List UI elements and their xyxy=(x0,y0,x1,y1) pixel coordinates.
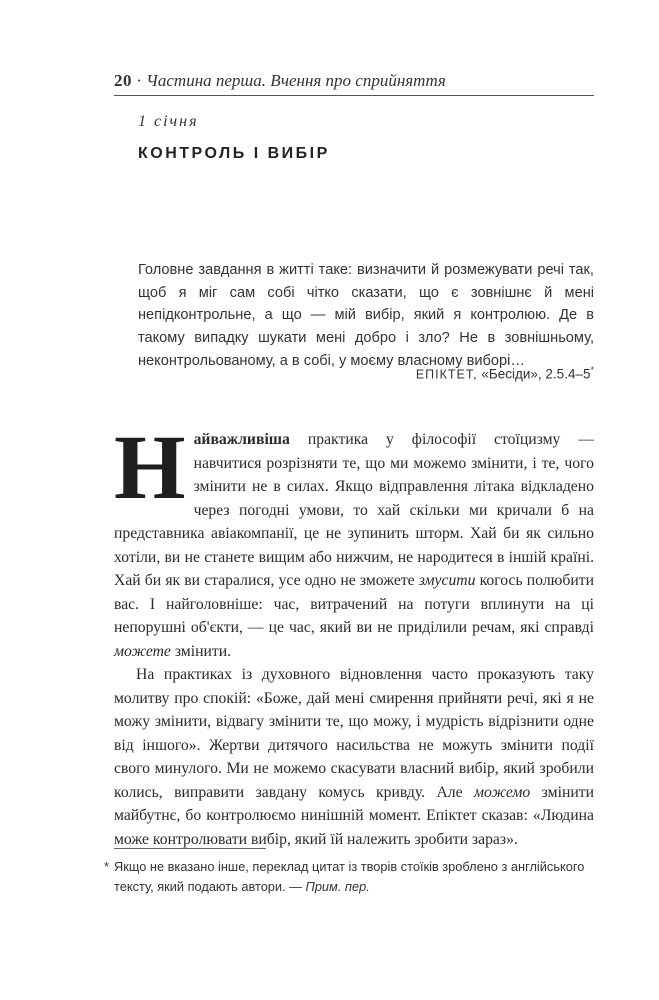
footnote-rule xyxy=(114,848,266,849)
paragraph-1-text-b: когось полюбити вас. І найголовніше: час, витрачений на потуги вплинути на ці непорушні об'єкти, — це час, який ви не приділили речам, які справді xyxy=(114,572,594,636)
running-head-rule xyxy=(114,95,594,96)
epigraph-attribution xyxy=(416,365,594,382)
footnote-text: Якщо не вказано інше, переклад цитат із творів стоїків зроблено з англійського тексту, який подають автори. — xyxy=(114,859,585,894)
paragraph-2-text-b: змінити майбутнє, бо контролюємо нинішній момент. Епіктет сказав: «Людина може контролювати вибір, який їй належить зробити зараз». xyxy=(114,783,594,848)
paragraph-1 xyxy=(114,416,594,663)
epigraph-quote: Головне завдання в житті таке: визначити й розмежувати речі так, щоб я міг сам собі чітко сказати, що є зовнішнє й мені непідконтрольне, а що — мій вибір, який я контролюю. Де в такому випадку шукати мені добро і зло? Не в зовнішньому, неконтрольованому, а в собі, у моєму власному виборі… xyxy=(138,262,594,369)
paragraph-1-text-c: змінити. xyxy=(170,642,232,660)
part-title: Частина перша. Вчення про сприйняття xyxy=(146,71,446,90)
footnote-mark: * xyxy=(104,859,109,874)
paragraph-2-text-a: На практиках із духовного відновлення часто проказують таку молитву про спокій: «Боже, дай мені смирення прийняти речі, які я не можу змінити, відвагу змінити те, що можу, і мудрість відрізнити одне від іншого». Жертви дитячого насильства не можуть змінити події свого минулого. Ми не можемо скасувати власний вибір, який зробили колись, виправити завдану комусь кривду. Але xyxy=(114,666,594,801)
paragraph-2-emphasis: можемо xyxy=(474,783,531,801)
main-text xyxy=(114,416,594,851)
chapter-title: КОНТРОЛЬ І ВИБІР xyxy=(138,145,330,162)
lead-word: айважливіша xyxy=(193,431,290,448)
footnote-note: Прим. пер. xyxy=(305,878,370,894)
paragraph-2 xyxy=(114,663,594,851)
paragraph-1-emphasis-a: змусити xyxy=(418,572,476,589)
footnote-body xyxy=(114,857,590,896)
paragraph-1-emphasis-b: можете xyxy=(114,642,171,660)
epigraph-source: «Бесіди», 2.5.4–5 xyxy=(477,366,591,382)
entry-date: 1 січня xyxy=(138,113,199,130)
footnote xyxy=(104,857,594,896)
running-head xyxy=(114,70,594,92)
running-head-separator: · xyxy=(132,71,147,90)
paragraph-1-text-a: практика у філософії стоїцизму — навчитися розрізняти те, що ми можемо змінити, і те, чого змінити не в силах. Якщо відправлення літака відкладено через погодні умови, то хай скільки ми кричали б на представника авіакомпанії, це не зупинить шторм. Хай би як сильно хотіли, ви не станете вищим або нижчим, не народитеся в іншій країні. Хай би як ви старалися, усе одно не зможете xyxy=(114,431,594,589)
drop-cap: Н xyxy=(114,416,186,518)
footnote-reference[interactable]: * xyxy=(590,365,594,375)
epigraph-author: ЕПІКТЕТ, xyxy=(415,367,478,382)
page-number: 20 xyxy=(114,71,132,90)
